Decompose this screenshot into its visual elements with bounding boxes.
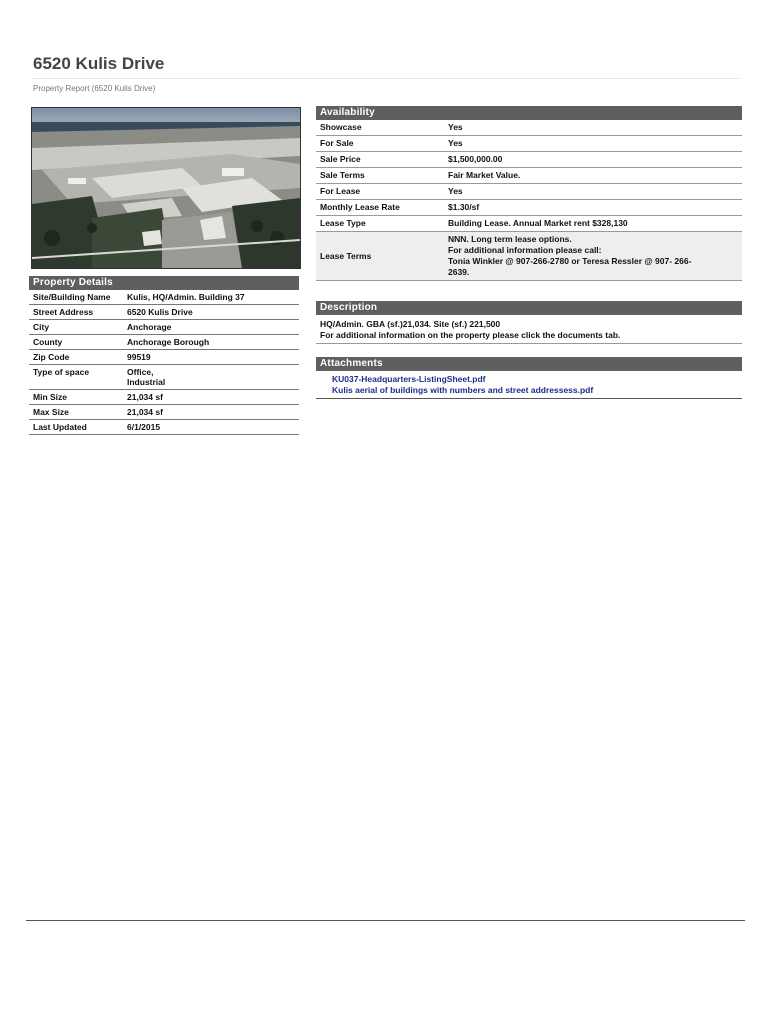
details-label: Street Address	[29, 305, 123, 320]
property-photo	[31, 107, 301, 269]
details-label: Zip Code	[29, 350, 123, 365]
description-heading: Description	[316, 301, 742, 315]
details-row	[29, 320, 299, 335]
availability-label: Lease Type	[316, 216, 444, 232]
details-label: Min Size	[29, 390, 123, 405]
property-details-section	[29, 276, 299, 435]
availability-label: Sale Terms	[316, 168, 444, 184]
availability-value: $1.30/sf	[444, 200, 742, 216]
details-row	[29, 390, 299, 405]
availability-heading: Availability	[316, 106, 742, 120]
availability-value: $1,500,000.00	[444, 152, 742, 168]
details-label: City	[29, 320, 123, 335]
details-label: Last Updated	[29, 420, 123, 435]
availability-row	[316, 136, 742, 152]
footer-divider	[26, 920, 745, 921]
details-label: Max Size	[29, 405, 123, 420]
details-value: Kulis, HQ/Admin. Building 37	[123, 290, 299, 305]
property-details-heading: Property Details	[29, 276, 299, 290]
details-row	[29, 420, 299, 435]
availability-value: Yes	[444, 136, 742, 152]
availability-label: For Sale	[316, 136, 444, 152]
details-label: Site/Building Name	[29, 290, 123, 305]
details-row	[29, 335, 299, 350]
page-subtitle: Property Report (6520 Kulis Drive)	[33, 84, 156, 93]
attachments-list	[316, 371, 742, 399]
page-title: 6520 Kulis Drive	[33, 54, 165, 73]
availability-row	[316, 216, 742, 232]
details-value: 6520 Kulis Drive	[123, 305, 299, 320]
availability-label: Sale Price	[316, 152, 444, 168]
availability-value: Fair Market Value.	[444, 168, 742, 184]
details-value: 21,034 sf	[123, 390, 299, 405]
attachment-link[interactable]: KU037-Headquarters-ListingSheet.pdf	[332, 374, 486, 384]
availability-row	[316, 120, 742, 136]
availability-label: For Lease	[316, 184, 444, 200]
details-row	[29, 350, 299, 365]
description-line: HQ/Admin. GBA (sf.)21,034. Site (sf.) 221,500	[320, 319, 501, 329]
details-label: Type of space	[29, 365, 123, 390]
description-line: For additional information on the property please click the documents tab.	[320, 330, 621, 340]
availability-label: Showcase	[316, 120, 444, 136]
availability-row	[316, 168, 742, 184]
availability-value: Yes	[444, 184, 742, 200]
details-row	[29, 405, 299, 420]
attachments-heading: Attachments	[316, 357, 742, 371]
details-value: Anchorage Borough	[123, 335, 299, 350]
availability-value: NNN. Long term lease options. For additional information please call: Tonia Winkler @ 907-266-2780 or Teresa Ressler @ 907- 266- 2639.	[444, 232, 742, 281]
attachment-link[interactable]: Kulis aerial of buildings with numbers and street addressess.pdf	[332, 385, 594, 395]
title-divider	[33, 78, 739, 79]
details-row	[29, 305, 299, 320]
availability-value: Yes	[444, 120, 742, 136]
description-body	[316, 315, 742, 344]
details-value: Office, Industrial	[123, 365, 299, 390]
availability-row	[316, 152, 742, 168]
property-details-table	[29, 290, 299, 435]
details-value: 6/1/2015	[123, 420, 299, 435]
availability-row	[316, 200, 742, 216]
availability-label: Lease Terms	[316, 232, 444, 281]
aerial-photo-image	[32, 108, 300, 268]
availability-table	[316, 120, 742, 281]
availability-section	[316, 106, 742, 281]
availability-value: Building Lease. Annual Market rent $328,130	[444, 216, 742, 232]
description-section	[316, 301, 742, 344]
details-row	[29, 290, 299, 305]
attachments-section	[316, 357, 742, 399]
availability-label: Monthly Lease Rate	[316, 200, 444, 216]
availability-row	[316, 184, 742, 200]
details-value: 21,034 sf	[123, 405, 299, 420]
details-value: Anchorage	[123, 320, 299, 335]
details-label: County	[29, 335, 123, 350]
details-row	[29, 365, 299, 390]
details-value: 99519	[123, 350, 299, 365]
availability-row	[316, 232, 742, 281]
